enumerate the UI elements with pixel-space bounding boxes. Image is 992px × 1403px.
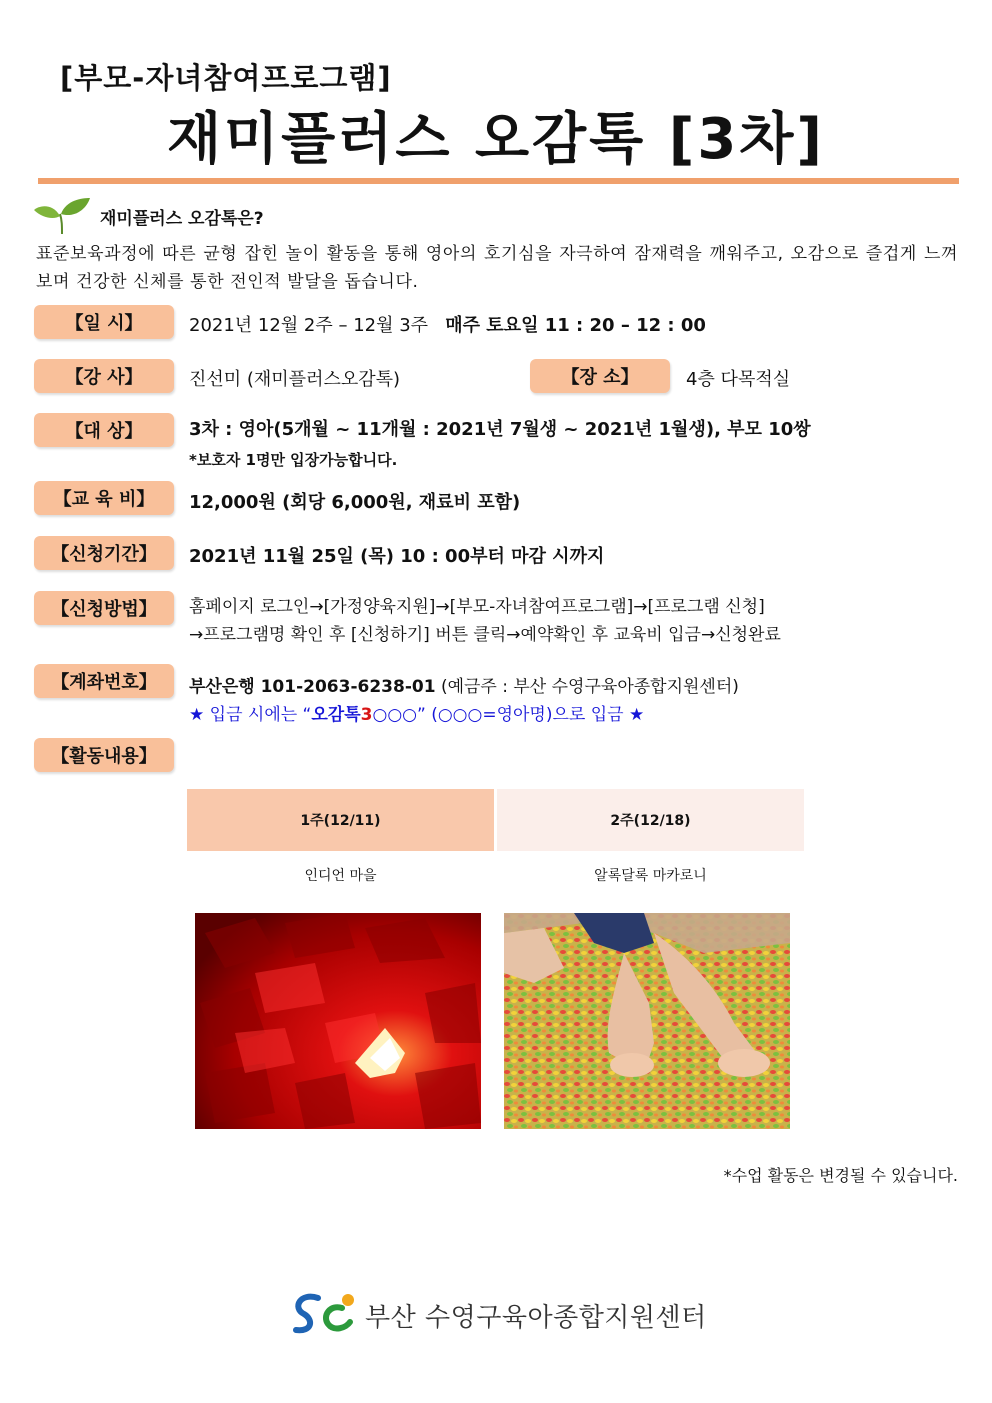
time-range: 매주 토요일 11 : 20 – 12 : 00 <box>445 315 706 336</box>
program-category: [부모-자녀참여프로그램] <box>60 61 392 95</box>
fee-value: 12,000원 (회당 6,000원, 재료비 포함) <box>189 492 521 513</box>
change-notice: *수업 활동은 변경될 수 있습니다. <box>723 1166 958 1185</box>
intro-text: 표준보육과정에 따른 균형 잡힌 놀이 활동을 통해 영아의 호기심을 자극하여 잠재력을 깨워주고, 오감으로 즐겁게 느껴보며 건강한 신체를 통한 전인적 발달을 돕습니다. <box>36 244 958 292</box>
week-1-title: 인디언 마을 <box>304 868 377 884</box>
label-method: 【신청방법】 <box>34 591 174 625</box>
deposit-text-b: ○○○” (○○○=영아명)으로 입금 ★ <box>372 705 645 725</box>
label-activity: 【활동내용】 <box>34 738 174 772</box>
title-divider <box>38 178 959 184</box>
page-title: 재미플러스 오감톡 [3차] <box>166 107 825 172</box>
week-2-title: 알록달록 마카로니 <box>594 868 707 884</box>
intro-heading: 재미플러스 오감톡은? <box>100 209 264 229</box>
label-account: 【계좌번호】 <box>34 664 174 698</box>
indian-village-photo <box>195 913 481 1129</box>
date-value <box>189 311 706 337</box>
label-target: 【대 상】 <box>34 413 174 447</box>
label-instructor: 【강 사】 <box>34 359 174 393</box>
macaroni-play-photo <box>504 913 790 1129</box>
week-2-header: 2주(12/18) <box>497 789 804 851</box>
label-date: 【일 시】 <box>34 305 174 339</box>
deposit-keyword: 오감톡 <box>311 705 361 725</box>
label-place: 【장 소】 <box>530 359 670 393</box>
target-value: 3차 : 영아(5개월 ~ 11개월 : 2021년 7월생 ~ 2021년 1월생), 부모 10쌍 <box>189 419 811 440</box>
center-logo-icon <box>290 1290 360 1340</box>
place-value: 4층 다목적실 <box>686 369 791 390</box>
instructor-value: 진선미 (재미플러스오감톡) <box>189 369 401 390</box>
week-1-header: 1주(12/11) <box>187 789 494 851</box>
deposit-round: 3 <box>360 705 373 725</box>
sprout-icon <box>32 196 92 236</box>
center-name: 부산 수영구육아종합지원센터 <box>365 1303 707 1333</box>
date-range: 2021년 12월 2주 – 12월 3주 <box>189 315 429 336</box>
period-value: 2021년 11월 25일 (목) 10 : 00부터 마감 시까지 <box>189 546 605 567</box>
deposit-instruction <box>189 700 644 725</box>
method-line-1: 홈페이지 로그인→[가정양육지원]→[부모-자녀참여프로그램]→[프로그램 신청] <box>189 597 765 617</box>
label-fee: 【교 육 비】 <box>34 481 174 515</box>
label-period: 【신청기간】 <box>34 536 174 570</box>
account-value <box>189 672 739 697</box>
target-note: *보호자 1명만 입장가능합니다. <box>189 451 398 469</box>
deposit-text-a: ★ 입금 시에는 “ <box>189 705 312 725</box>
account-holder: (예금주 : 부산 수영구육아종합지원센터) <box>440 677 739 697</box>
method-line-2: →프로그램명 확인 후 [신청하기] 버튼 클릭→예약확인 후 교육비 입금→신청완료 <box>189 625 781 645</box>
bank-account: 부산은행 101-2063-6238-01 <box>189 677 436 697</box>
